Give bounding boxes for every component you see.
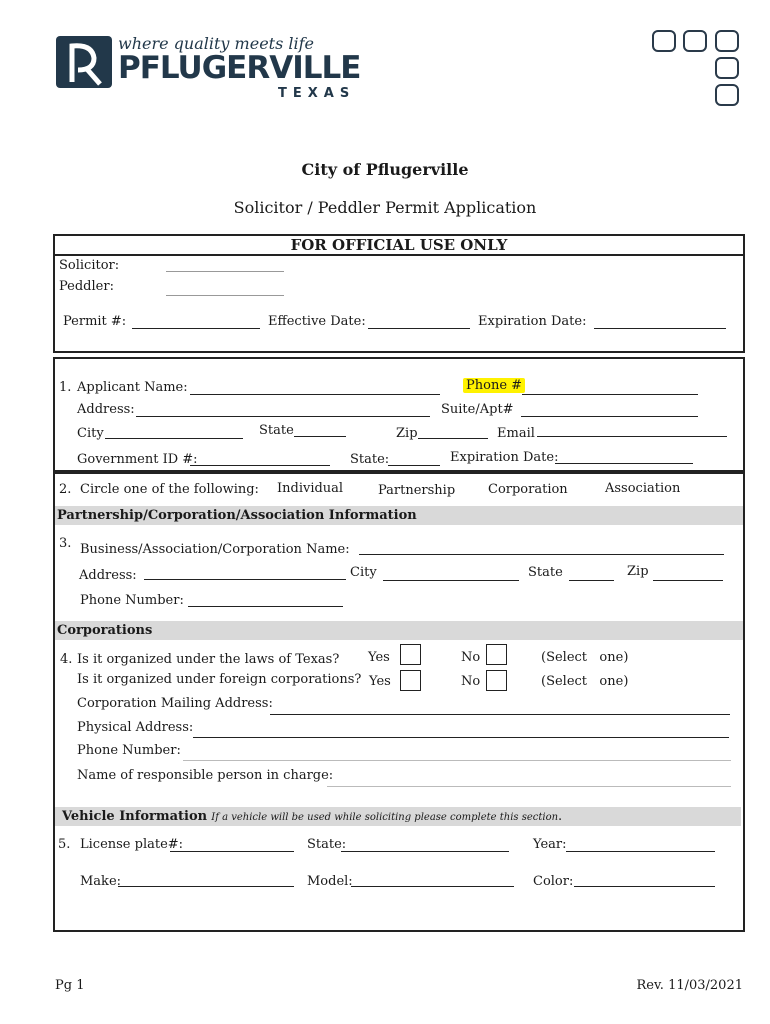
corporations-heading-bar bbox=[55, 621, 743, 640]
section-number: 5. bbox=[58, 837, 71, 852]
option-association[interactable]: Association bbox=[605, 481, 681, 496]
vehicle-year-label: Year: bbox=[533, 837, 567, 852]
expiration-date-label: Expiration Date: bbox=[478, 314, 587, 329]
city-label: City bbox=[77, 426, 104, 441]
applicant-zip-field[interactable] bbox=[418, 438, 488, 439]
pflugerville-logo-icon bbox=[56, 36, 112, 90]
official-use-heading: FOR OFFICIAL USE ONLY bbox=[290, 236, 508, 254]
effective-date-field[interactable] bbox=[368, 328, 470, 329]
address-label: Address: bbox=[77, 402, 135, 417]
page-number: Pg 1 bbox=[55, 978, 85, 993]
gov-id-field[interactable] bbox=[190, 465, 330, 466]
foreign-yes-label: Yes bbox=[369, 674, 391, 689]
business-phone-field[interactable] bbox=[188, 606, 343, 607]
zip-label: Zip bbox=[396, 426, 418, 441]
permit-field[interactable] bbox=[132, 328, 260, 329]
foreign-no-checkbox[interactable] bbox=[486, 670, 507, 691]
email-label: Email bbox=[497, 426, 535, 441]
suite-field[interactable] bbox=[521, 416, 698, 417]
texas-no-checkbox[interactable] bbox=[486, 644, 507, 665]
mailing-address-field[interactable] bbox=[270, 714, 730, 715]
vehicle-model-label: Model: bbox=[307, 874, 353, 889]
gov-id-label: Government ID #: bbox=[77, 452, 198, 467]
business-name-label: Business/Association/Corporation Name: bbox=[80, 542, 350, 557]
gov-id-expiration-label: Expiration Date: bbox=[450, 450, 559, 465]
section-number: 4. bbox=[60, 652, 73, 667]
logo-city-name: PFLUGERVILLE bbox=[118, 50, 361, 86]
header-logo bbox=[56, 34, 366, 104]
vehicle-state-field[interactable] bbox=[341, 851, 509, 852]
physical-address-field[interactable] bbox=[193, 737, 729, 738]
applicant-name-label: Applicant Name: bbox=[77, 380, 188, 395]
texas-no-label: No bbox=[461, 650, 481, 665]
section-number: 2. bbox=[59, 482, 72, 497]
official-expiration-date-field[interactable] bbox=[594, 328, 726, 329]
business-zip-field[interactable] bbox=[653, 580, 723, 581]
responsible-person-label: Name of responsible person in charge: bbox=[77, 768, 334, 783]
suite-label: Suite/Apt# bbox=[441, 402, 514, 417]
license-plate-field[interactable] bbox=[170, 851, 294, 852]
corp-phone-label: Phone Number: bbox=[77, 743, 181, 758]
gov-id-expiration-field[interactable] bbox=[555, 463, 693, 464]
vehicle-year-field[interactable] bbox=[566, 851, 715, 852]
business-zip-label: Zip bbox=[627, 564, 649, 579]
vehicle-heading: Vehicle Information If a vehicle will be used while soliciting please complete this section. bbox=[62, 809, 563, 824]
license-plate-label: License plate#: bbox=[80, 837, 184, 852]
vehicle-make-label: Make: bbox=[80, 874, 122, 889]
foreign-no-label: No bbox=[461, 674, 481, 689]
permit-label: Permit #: bbox=[63, 314, 127, 329]
peddler-field[interactable] bbox=[166, 295, 284, 296]
gov-id-state-field[interactable] bbox=[388, 465, 440, 466]
corner-squares-icon bbox=[652, 30, 744, 108]
foreign-select-note: (Select one) bbox=[541, 674, 629, 689]
solicitor-field[interactable] bbox=[166, 271, 284, 272]
corp-phone-field[interactable] bbox=[183, 760, 731, 761]
revision-date: Rev. 11/03/2021 bbox=[636, 978, 743, 993]
vehicle-make-field[interactable] bbox=[118, 886, 294, 887]
applicant-state-field[interactable] bbox=[294, 436, 346, 437]
business-phone-label: Phone Number: bbox=[80, 593, 184, 608]
section-number: 3. bbox=[59, 536, 72, 551]
circle-prompt: Circle one of the following: bbox=[80, 482, 259, 497]
solicitor-label: Solicitor: bbox=[59, 258, 120, 273]
business-city-label: City bbox=[350, 565, 377, 580]
business-city-field[interactable] bbox=[383, 580, 519, 581]
corporations-heading: Corporations bbox=[57, 623, 153, 638]
logo-tagline: where quality meets life bbox=[118, 34, 315, 53]
vehicle-model-field[interactable] bbox=[351, 886, 514, 887]
texas-question: Is it organized under the laws of Texas? bbox=[77, 652, 340, 667]
texas-yes-label: Yes bbox=[368, 650, 390, 665]
section-number: 1. bbox=[59, 380, 72, 395]
gov-id-state-label: State: bbox=[350, 452, 390, 467]
business-address-label: Address: bbox=[79, 568, 137, 583]
effective-date-label: Effective Date: bbox=[268, 314, 366, 329]
phone-label: Phone # bbox=[463, 378, 525, 393]
texas-yes-checkbox[interactable] bbox=[400, 644, 421, 665]
responsible-person-field[interactable] bbox=[327, 786, 731, 787]
applicant-address-field[interactable] bbox=[136, 416, 430, 417]
peddler-label: Peddler: bbox=[59, 279, 114, 294]
physical-address-label: Physical Address: bbox=[77, 720, 194, 735]
business-state-label: State bbox=[528, 565, 563, 580]
applicant-phone-field[interactable] bbox=[522, 394, 698, 395]
option-individual[interactable]: Individual bbox=[277, 481, 344, 496]
state-label: State bbox=[259, 423, 294, 438]
mailing-address-label: Corporation Mailing Address: bbox=[77, 696, 273, 711]
logo-state-name: TEXAS bbox=[278, 86, 356, 101]
vehicle-color-label: Color: bbox=[533, 874, 574, 889]
applicant-name-field[interactable] bbox=[190, 394, 440, 395]
page-title: City of Pflugerville bbox=[301, 160, 469, 179]
option-partnership[interactable]: Partnership bbox=[378, 483, 456, 498]
page-subtitle: Solicitor / Peddler Permit Application bbox=[233, 198, 537, 217]
foreign-question: Is it organized under foreign corporations? bbox=[77, 672, 362, 687]
vehicle-color-field[interactable] bbox=[574, 886, 715, 887]
vehicle-state-label: State: bbox=[307, 837, 347, 852]
business-address-field[interactable] bbox=[144, 579, 346, 580]
email-field[interactable] bbox=[537, 436, 727, 437]
pca-heading: Partnership/Corporation/Association Information bbox=[57, 508, 417, 523]
texas-select-note: (Select one) bbox=[541, 650, 629, 665]
applicant-city-field[interactable] bbox=[105, 438, 243, 439]
business-state-field[interactable] bbox=[569, 580, 614, 581]
foreign-yes-checkbox[interactable] bbox=[400, 670, 421, 691]
business-name-field[interactable] bbox=[359, 554, 724, 555]
option-corporation[interactable]: Corporation bbox=[488, 482, 568, 497]
